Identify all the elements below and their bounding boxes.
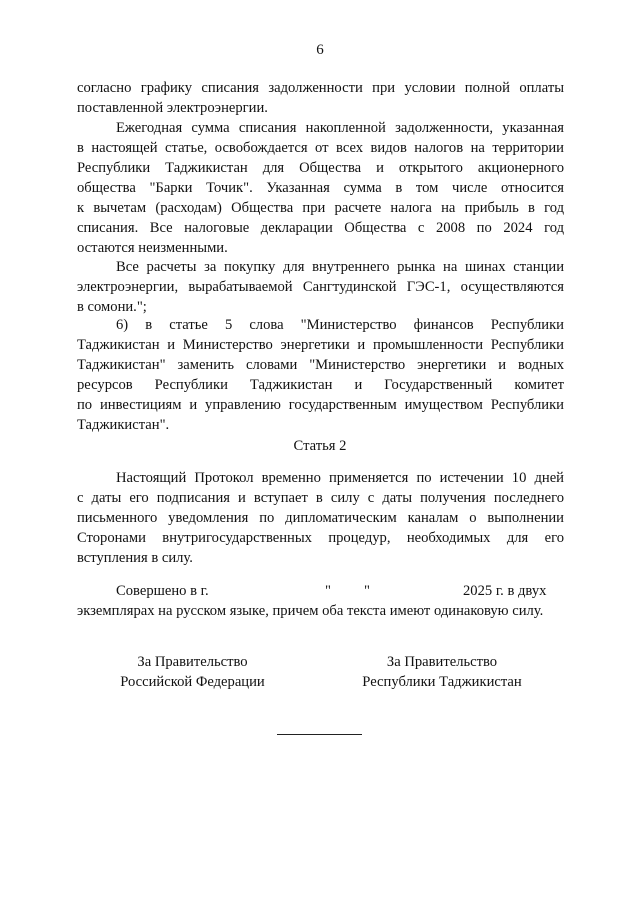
paragraph-4-line-2: Таджикистан и Министерство энергетики и промышленности Республики bbox=[77, 337, 564, 353]
paragraph-4-line-6: Таджикистан". bbox=[77, 417, 170, 433]
paragraph-2-line-5: к вычетам (расходам) Общества при расчете налога на прибыль в год bbox=[77, 200, 564, 216]
paragraph-5-line-3: письменного уведомления по дипломатическим каналам о выполнении bbox=[77, 510, 564, 526]
article-heading: Статья 2 bbox=[293, 438, 347, 454]
signature-left-line-1: За Правительство bbox=[137, 654, 248, 670]
paragraph-2-line-4: общества "Барки Точик". Указанная сумма в том числе относится bbox=[77, 180, 564, 196]
paragraph-5-line-4: Сторонами внутригосударственных процедур, необходимых для его bbox=[77, 530, 564, 546]
done-at-line-2: экземплярах на русском языке, причем оба текста имеют одинаковую силу. bbox=[77, 603, 544, 619]
paragraph-5-line-5: вступления в силу. bbox=[77, 550, 193, 566]
paragraph-1-line-1: согласно графику списания задолженности при условии полной оплаты bbox=[77, 80, 564, 96]
paragraph-2-line-1: Ежегодная сумма списания накопленной задолженности, указанная bbox=[116, 120, 564, 136]
signature-right-line-2: Республики Таджикистан bbox=[362, 674, 522, 690]
paragraph-1-line-2: поставленной электроэнергии. bbox=[77, 100, 268, 116]
paragraph-4-line-3: Таджикистан" заменить словами "Министерство энергетики и водных bbox=[77, 357, 564, 373]
paragraph-4-line-5: по инвестициям и управлению государственным имуществом Республики bbox=[77, 397, 564, 413]
page-number: 6 bbox=[316, 42, 324, 58]
paragraph-5-line-2: с даты его подписания и вступает в силу с даты получения последнего bbox=[77, 490, 564, 506]
paragraph-3-line-3: в сомони."; bbox=[77, 299, 147, 315]
done-at-prefix: Совершено в г. bbox=[116, 583, 209, 599]
end-divider bbox=[277, 734, 362, 735]
paragraph-3-line-2: электроэнергии, вырабатываемой Сангтудинской ГЭС-1, осуществляются bbox=[77, 279, 564, 295]
paragraph-4-line-1: 6) в статье 5 слова "Министерство финансов Республики bbox=[116, 317, 564, 333]
paragraph-2-line-7: остаются неизменными. bbox=[77, 240, 228, 256]
done-at-year: 2025 г. в двух bbox=[463, 583, 547, 599]
paragraph-2-line-3: Республики Таджикистан для Общества и открытого акционерного bbox=[77, 160, 564, 176]
signature-right-line-1: За Правительство bbox=[386, 654, 498, 670]
paragraph-2-line-2: в настоящей статье, освобождается от всех видов налогов на территории bbox=[77, 140, 564, 156]
paragraph-4-line-4: ресурсов Республики Таджикистан и Государственный комитет bbox=[77, 377, 564, 393]
paragraph-3-line-1: Все расчеты за покупку для внутреннего рынка на шинах станции bbox=[116, 259, 564, 275]
date-quote-close: " bbox=[364, 583, 370, 599]
paragraph-5-line-1: Настоящий Протокол временно применяется по истечении 10 дней bbox=[116, 470, 564, 486]
date-quote-open: " bbox=[325, 583, 331, 599]
paragraph-2-line-6: списания. Все налоговые декларации Общества с 2008 по 2024 год bbox=[77, 220, 564, 236]
signature-left-line-2: Российской Федерации bbox=[120, 674, 265, 690]
